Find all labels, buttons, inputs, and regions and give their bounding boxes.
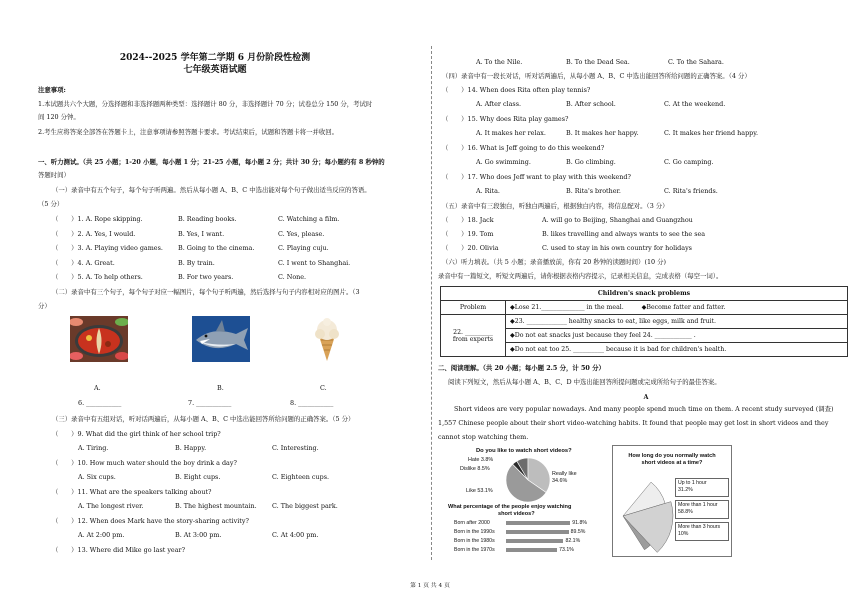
bar-value-label-0: 91.8% (572, 520, 587, 526)
ice-cream-picture (298, 316, 356, 362)
q5-match-19: B. likes travelling and always wants to see the sea (542, 230, 706, 238)
q4-question-15: （ ）15. Why does Rita play games? (442, 115, 569, 123)
table-blank-24[interactable]: ◆Do not eat snacks just because they feel 24. ____________ . (506, 329, 848, 343)
q4-option-a-15: A. It makes her relax. (476, 129, 546, 137)
notice-2: 2.考生应将答案全部答在答题卡上，注意事项请参照答题卡要求。考试结束后，试题和答题卡将一并收回。 (38, 128, 339, 136)
q4-option-b-14: B. After school. (566, 100, 616, 108)
fan-legend-box-2 (675, 522, 729, 541)
q4-option-a-16: A. Go swimming. (476, 158, 531, 166)
fan-legend-pct-2: 10% (678, 531, 689, 537)
q4-question-14: （ ）14. When does Rita often play tennis? (442, 86, 591, 94)
q1-question-2: （ ）2. A. Yes, I would. (52, 229, 136, 238)
passage-a-line-2: 1,557 Chinese people about their short video-watching habits. It found that people may get lost in short videos and they (438, 419, 829, 427)
pie-label-like: Like 53.1% (466, 488, 493, 494)
q3-option-a-10: A. Six cups. (78, 473, 116, 481)
bar-1 (506, 530, 569, 534)
q1-option-b-4: B. By train. (178, 258, 215, 267)
bar-value-label-3: 73.1% (559, 547, 574, 553)
fan-legend-label-1: More than 1 hour (678, 502, 718, 508)
q1-option-b-5: B. For two years. (178, 273, 234, 281)
q13-option-c: C. To the Sahara. (668, 58, 724, 66)
snack-problems-table (440, 286, 848, 357)
q1-option-c-2: C. Yes, please. (278, 229, 325, 238)
q13-option-b: B. To the Dead Sea. (566, 58, 630, 66)
q3-option-a-11: A. The longest river. (78, 502, 144, 510)
part-2-instructions: （二）录音中有三个句子，每个句子对应一幅图片，每个句子听两遍，然后选择与句子内容相对应的图片。（3 (52, 288, 360, 296)
q3-question-11: （ ）11. What are the speakers talking about? (52, 488, 212, 496)
q3-option-b-11: B. The highest mountain. (175, 502, 257, 510)
q5-item-20: （ ）20. Olivia (442, 244, 499, 252)
table-heading: Children's snack problems (441, 287, 848, 301)
q5-item-19: （ ）19. Tom (442, 230, 494, 238)
q3-option-c-11: C. The biggest park. (272, 502, 338, 510)
q3-question-10: （ ）10. How much water should the boy drink a day? (52, 459, 237, 467)
bar-category-0: Born after 2000 (454, 520, 490, 526)
bar-category-3: Born in the 1970s (454, 547, 495, 553)
picture-label-a: A. (94, 384, 101, 392)
picture-label-b: B. (217, 384, 224, 392)
table-problem-label: Problem (441, 301, 506, 315)
part-1-instructions: （一）录音中有五个句子，每个句子听两遍。然后从每小题 A、B、C 中选出能对每个句子做出适当反应的答语。 (52, 186, 371, 194)
part-6-instructions: （六）听力填表。（共 5 小题；录音播放前，你有 20 秒钟的读题时间）(10 分) (442, 258, 666, 266)
hotpot-picture (70, 316, 128, 362)
q1-question-4: （ ）4. A. Great. (52, 258, 115, 267)
q4-option-b-17: B. Rita's brother. (566, 187, 621, 195)
bar-value-label-2: 82.1% (565, 538, 581, 544)
passage-a-label: A (643, 393, 649, 401)
q1-option-c-5: C. None. (278, 273, 307, 281)
q3-option-b-12: B. At 3:00 pm. (175, 531, 222, 539)
exam-title: 2024--2025 学年第二学期 6 月份阶段性检测 (119, 53, 311, 63)
q4-option-c-16: C. Go camping. (664, 158, 714, 166)
q1-option-c-1: C. Watching a film. (278, 215, 340, 223)
table-blank-22[interactable]: 22. _________ (453, 328, 493, 336)
bar-0 (506, 521, 570, 525)
answer-blank-7[interactable]: 7. ___________ (188, 399, 232, 407)
part-5-instructions: （五）录音中有三段独白，听独白两遍后，根据独白内容，将信息配对。（3 分） (442, 202, 669, 210)
bar-category-2: Born in the 1980s (454, 538, 495, 544)
q3-option-a-12: A. At 2:00 pm. (78, 531, 125, 539)
question-13: （ ）13. Where did Mike go last year? (52, 546, 186, 554)
q4-question-16: （ ）16. What is Jeff going to do this weekend? (442, 144, 605, 152)
bar-chart-title-2: short videos? (498, 511, 535, 517)
bar-3 (506, 548, 557, 552)
q1-question-3: （ ）3. A. Playing video games. (52, 244, 163, 252)
part-3-instructions: （三）录音中有五组对话，听对话两遍后，从每小题 A、B、C 中选出能回答所给问题的正确答案。（5 分） (52, 415, 355, 423)
notice-1: 1.本试题共六个大题，分选择题和非选择题两种类型：选择题计 80 分，非选择题计 70 分；试卷总分 150 分，考试时 (38, 100, 373, 108)
fan-legend-pct-0: 31.2% (678, 487, 693, 493)
fan-chart-title-2: short videos at a time? (641, 460, 703, 466)
notice-1-cont: 间 120 分钟。 (38, 113, 80, 121)
passage-a-line-1: Short videos are very popular nowadays. And many people spend much time on them. A recent study surveyed (调查) (454, 405, 834, 413)
fan-legend-label-2: More than 3 hours (678, 524, 721, 530)
part-6-description: 录音中有一篇短文，听短文两遍后，请你根据表格内容提示，记录相关信息，完成表格（每空一词）。 (438, 272, 723, 280)
q1-question-5: （ ）5. A. To help others. (52, 273, 143, 281)
q3-question-9: （ ）9. What did the girl think of her school trip? (52, 430, 221, 438)
picture-label-c: C. (320, 384, 327, 392)
table-problem-cell (506, 301, 848, 315)
q1-question-1: （ ）1. A. Rope skipping. (52, 215, 143, 223)
q4-option-c-15: C. It makes her friend happy. (664, 129, 759, 137)
q4-question-17: （ ）17. Who does Jeff want to play with this weekend? (442, 173, 631, 181)
q3-question-12: （ ）12. When does Mark have the story-sharing activity? (52, 517, 249, 525)
watch-time-infographic (612, 445, 732, 557)
right-column (432, 0, 860, 608)
section-1-heading-cont: 答题时间） (38, 171, 70, 179)
part-2-score: 分） (38, 302, 51, 310)
pie-label-dislike: Dislike 8.5% (460, 466, 490, 472)
bar-2 (506, 539, 563, 543)
fan-legend-label-0: Up to 1 hour (678, 480, 707, 486)
q13-option-a: A. To the Nile. (476, 58, 523, 66)
exam-subtitle: 七年级英语试题 (183, 65, 247, 75)
survey-infographic (440, 445, 600, 555)
answer-blank-8[interactable]: 8. ___________ (290, 399, 334, 407)
table-blank-25[interactable]: ◆Do not eat too 25. __________ because it is bad for children's health. (506, 343, 848, 357)
fan-legend-box-1 (675, 500, 729, 519)
q4-option-a-14: A. After class. (476, 100, 522, 108)
page-footer: 第 1 页 共 4 页 (410, 583, 450, 589)
fan-chart-title: How long do you normally watch (628, 453, 716, 459)
fan-legend-pct-1: 58.8% (678, 509, 693, 515)
part-4-instructions: （四）录音中有一段长对话，听对话两遍后，从每小题 A、B、C 中选出能回答所给问题的正确答案。（4 分） (442, 72, 751, 80)
answer-blank-6[interactable]: 6. ___________ (78, 399, 122, 407)
part-1-score: （5 分） (38, 200, 64, 208)
q4-option-c-17: C. Rita's friends. (664, 187, 718, 195)
table-blank-22-cell[interactable] (441, 315, 506, 357)
q5-match-20: C. used to stay in his own country for holidays (542, 244, 692, 252)
q1-option-b-3: B. Going to the cinema. (178, 244, 255, 252)
q1-option-c-3: C. Playing cuju. (278, 244, 329, 252)
pie-chart-title: Do you like to watch short videos? (476, 448, 572, 454)
q3-option-c-9: C. Interesting. (272, 444, 319, 452)
pie-label-really-like: Really like 34.6% (552, 471, 577, 484)
table-from-experts: from experts (452, 335, 494, 343)
q4-option-b-16: B. Go climbing. (566, 158, 616, 166)
q5-item-18: （ ）18. Jack (442, 216, 494, 224)
bar-category-1: Born in the 1990s (454, 529, 495, 535)
q1-option-b-1: B. Reading books. (178, 215, 237, 223)
table-problem-fatter: ◆Become fatter and fatter. (641, 304, 726, 311)
q4-option-c-14: C. At the weekend. (664, 100, 726, 108)
section-2-instructions: 阅读下列短文，然后从每小题 A、B、C、D 中选出能回答所提问题或完成所给句子的最佳答案。 (448, 378, 721, 386)
bar-chart-title: What percentage of the people enjoy watching (448, 504, 572, 510)
q4-option-a-17: A. Rita. (476, 187, 500, 195)
q3-option-c-12: C. At 4:00 pm. (272, 531, 319, 539)
passage-a-line-3: cannot stop watching them. (438, 433, 529, 441)
pie-label-hate: Hate 3.8% (468, 457, 494, 463)
fan-legend-box-0 (675, 478, 729, 497)
bar-value-label-1: 89.5% (570, 529, 586, 535)
q4-option-b-15: B. It makes her happy. (566, 129, 639, 137)
q1-option-c-4: C. I went to Shanghai. (278, 258, 351, 267)
q3-option-b-9: B. Happy. (175, 444, 207, 452)
q3-option-a-9: A. Tiring. (78, 444, 109, 452)
q5-match-18: A. will go to Beijing, Shanghai and Guangzhou (542, 216, 693, 224)
table-blank-23[interactable]: ◆23. _____________ healthy snacks to eat, like eggs, milk and fruit. (506, 315, 848, 329)
section-2-heading: 二、阅读理解。（共 20 小题；每小题 2.5 分，计 50 分） (438, 364, 605, 372)
table-blank-21[interactable]: ◆Lose 21.______________ in the meal. (510, 304, 624, 311)
q3-option-b-10: B. Eight cups. (175, 473, 221, 481)
notice-heading: 注意事项: (38, 86, 66, 94)
q3-option-c-10: C. Eighteen cups. (272, 473, 330, 481)
q1-option-b-2: B. Yes, I want. (178, 229, 225, 238)
section-1-heading: 一、听力测试。（共 25 小题；1-20 小题，每小题 1 分；21-25 小题，每小题 2 分；共计 30 分；每小题约有 8 秒钟的 (38, 158, 385, 166)
shark-picture (192, 316, 250, 362)
